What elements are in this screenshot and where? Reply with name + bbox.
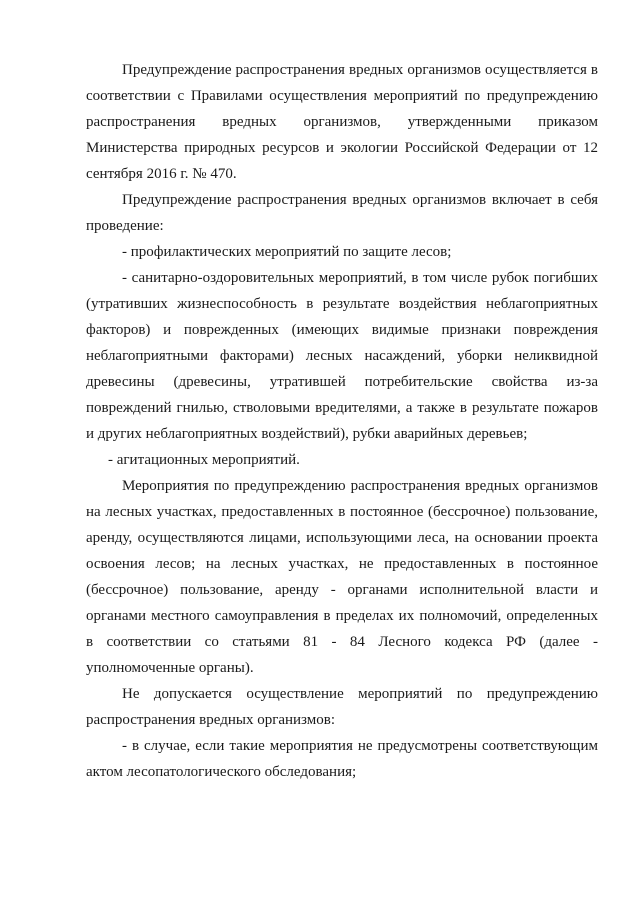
paragraph-responsible-parties: Мероприятия по предупреждению распространения вредных организмов на лесных участках, предоставленных в постоянное (бессрочное) пользование, аренду, осуществляются лицами, использующими леса, на основании проекта освоения лесов; на лесных участках, не предоставленных в постоянное (бессрочное) пользование, аренду - органами исполнительной власти и органами местного самоуправления в пределах их полномочий, определенных в соответствии со статьями 81 - 84 Лесного кодекса РФ (далее - уполномоченные органы). xyxy=(86,478,598,676)
list-item-preventive-measures: - профилактических мероприятий по защите лесов; xyxy=(122,244,452,260)
list-item-sanitary-measures: - санитарно-оздоровительных мероприятий, в том числе рубок погибших (утративших жизнеспособность в результате воздействия неблагоприятных факторов) и поврежденных (имеющих видимые признаки повреждения неблагоприятными факторами) лесных насаждений, уборки неликвидной древесины (древесины, утратившей потребительские свойства из-за повреждений гнилью, стволовыми вредителями, а также в результате пожаров и других неблагоприятных воздействий), рубки аварийных деревьев; xyxy=(86,270,598,442)
paragraph-not-allowed: Не допускается осуществление мероприятий по предупреждению распространения вредных организмов: xyxy=(86,686,598,728)
paragraph-includes: Предупреждение распространения вредных организмов включает в себя проведение: xyxy=(86,192,598,234)
paragraph-legal-basis: Предупреждение распространения вредных организмов осуществляется в соответствии с Правилами осуществления мероприятий по предупреждению распространения вредных организмов, утвержденными приказом Министерства природных ресурсов и экологии Российской Федерации от 12 сентября 2016 г. № 470. xyxy=(86,62,598,182)
list-item-campaign-measures: - агитационных мероприятий. xyxy=(108,452,300,468)
list-item-not-provided: - в случае, если такие мероприятия не предусмотрены соответствующим актом лесопатологического обследования; xyxy=(86,738,598,780)
document-body xyxy=(86,57,598,785)
